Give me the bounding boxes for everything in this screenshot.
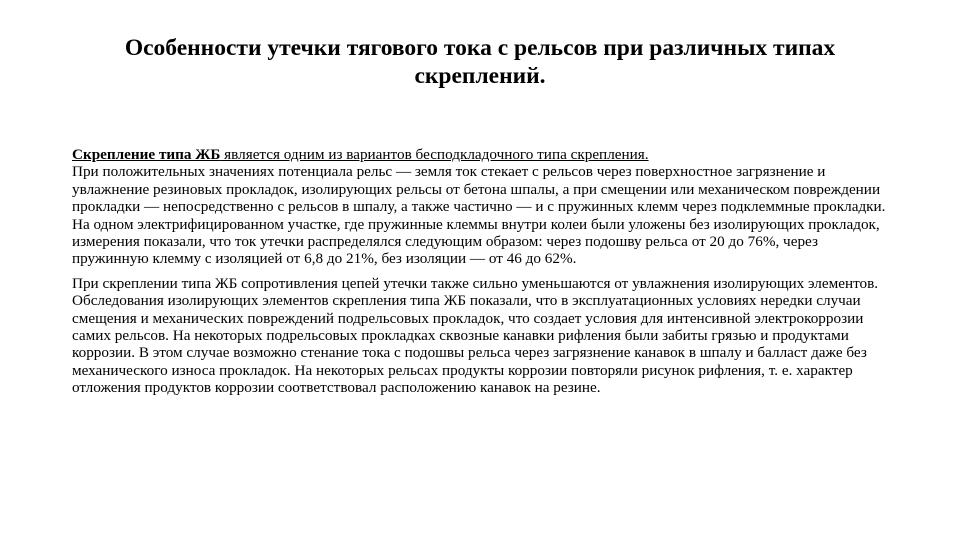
slide-title: Особенности утечки тягового тока с рельсов при различных типах скреплений. [124,35,836,89]
paragraph-leakage-resistance: При скреплении типа ЖБ сопротивления цепей утечки также сильно уменьшаются от увлажнения изолирующих элементов. Обследования изолирующих элементов скрепления типа ЖБ показали, что в эксплуатационных условиях нередки случаи смещения и механических повреждений подрельсовых прокладок, что создает условия для интенсивной электрокоррозии самих рельсов. На некоторых подрельсовых прокладках сквозные канавки рифления были забиты грязью и продуктами коррозии. В этом случае возможно стенание тока с подошвы рельса через загрязнение канавок в шпалу и балласт даже без механического износа прокладок. На некоторых рельсах продукты коррозии повторяли рисунок рифления, т. е. характер отложения продуктов коррозии соответствовал расположению канавок на резине. [72,274,879,397]
paragraph-text: При положительных значениях потенциала рельс — земля ток стекает с рельсов через поверхностное загрязнение и увлажнение резиновых прокладок, изолирующих рельсы от бетона шпалы, а при смещении или механическом повреждении прокладки — непосредственно с рельсов в шпалу, а также частично — и с пружинных клемм через подклеммные прокладки. На одном электрифицированном участке, где пружинные клеммы внутри колеи были уложены без изолирующих прокладок, измерения показали, что ток утечки распределялся следующим образом: через подошву рельса от 20 до 76%, через пружинную клемму с изоляцией от 6,8 до 21%, без изоляции — от 46 до 62%. [72,163,886,268]
paragraph-intro: является одним из вариантов бесподкладочного типа скрепления. [220,146,649,163]
slide-body [72,146,892,397]
paragraph-fastening-zhb [72,146,892,268]
term-fastening-zhb: Скрепление типа ЖБ [72,146,221,163]
